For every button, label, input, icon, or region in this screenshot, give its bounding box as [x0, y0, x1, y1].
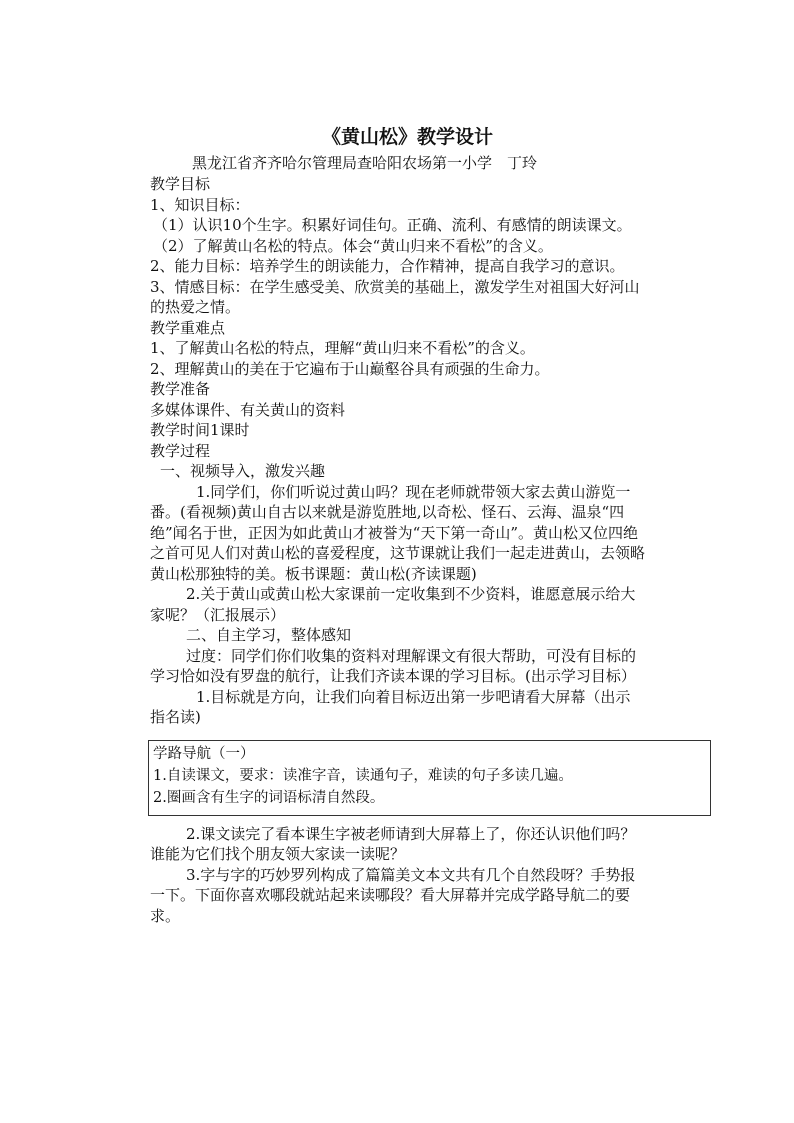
emotion-goal: 3、情感目标：在学生感受美、欣赏美的基础上，激发学生对祖国大好河山的热爱之情。	[150, 277, 640, 316]
step1-paragraph-1: 1.同学们，你们听说过黄山吗？现在老师就带领大家去黄山游览一番。(看视频)黄山自古以来就是游览胜地,以奇松、怪石、云海、温泉“四绝”闻名于世，正因为如此黄山才被誉为“天下第一奇山”。黄山松又位四绝之首可见人们对黄山松的喜爱程度，这节课就让我们一起走进黄山，去领略黄山松那独特的美。板书课题：黄山松(齐读课题)	[150, 482, 646, 583]
step2-heading: 二、自主学习，整体感知	[186, 626, 352, 644]
study-guide-title: 学路导航（一）	[153, 745, 255, 762]
preparation-text: 多媒体课件、有关黄山的资料	[150, 400, 346, 419]
step2-paragraph-1: 过度：同学们你们收集的资料对理解课文有很大帮助，可没有目标的学习恰如没有罗盘的航行，让我们齐读本课的学习目标。(出示学习目标）	[150, 646, 637, 685]
step1-heading: 一、视频导入，激发兴趣	[160, 462, 326, 480]
study-guide-item-2: 2.圈画含有生字的词语标清自然段。	[153, 789, 385, 806]
knowledge-item-2: （2）了解黄山名松的特点。体会“黄山归来不看松”的含义。	[153, 236, 553, 255]
teaching-time: 教学时间1课时	[150, 421, 250, 439]
author-line: 黑龙江省齐齐哈尔管理局查哈阳农场第一小学 丁玲	[192, 154, 538, 172]
knowledge-item-1: （1）认识10个生字。积累好词佳句。正确、流利、有感情的朗读课文。	[153, 216, 632, 234]
process-heading: 教学过程	[150, 441, 211, 460]
key-point-2: 2、理解黄山的美在于它遍布于山巅壑谷具有顽强的生命力。	[150, 359, 550, 378]
study-guide-box	[148, 740, 711, 816]
key-points-heading: 教学重难点	[150, 318, 226, 337]
step2-paragraph-3: 2.课文读完了看本课生字被老师请到大屏幕上了，你还认识他们吗？谁能为它们找个朋友领大家读一读呢？	[150, 824, 636, 863]
study-guide-item-1: 1.自读课文，要求：读准字音，读通句子，难读的句子多读几遍。	[153, 767, 573, 784]
step2-paragraph-4: 3.字与字的巧妙罗列构成了篇篇美文本文共有几个自然段呀？手势报一下。下面你喜欢哪段就站起来读哪段？看大屏幕并完成学路导航二的要求。	[150, 865, 636, 925]
step2-paragraph-2: 1.目标就是方向，让我们向着目标迈出第一步吧请看大屏幕（出示指名读)	[150, 687, 631, 726]
preparation-heading: 教学准备	[150, 380, 211, 398]
document-page	[150, 125, 645, 926]
step1-paragraph-2: 2.关于黄山或黄山松大家课前一定收集到不少资料，谁愿意展示给大家呢？（汇报展示）	[150, 585, 636, 624]
key-point-1: 1、了解黄山名松的特点，理解“黄山归来不看松”的含义。	[150, 339, 535, 357]
knowledge-heading: 1、知识目标：	[150, 195, 250, 214]
document-title: 《黄山松》教学设计	[321, 126, 493, 148]
goals-heading: 教学目标	[150, 175, 211, 193]
ability-goal: 2、能力目标：培养学生的朗读能力，合作精神，提高自我学习的意识。	[150, 257, 625, 275]
